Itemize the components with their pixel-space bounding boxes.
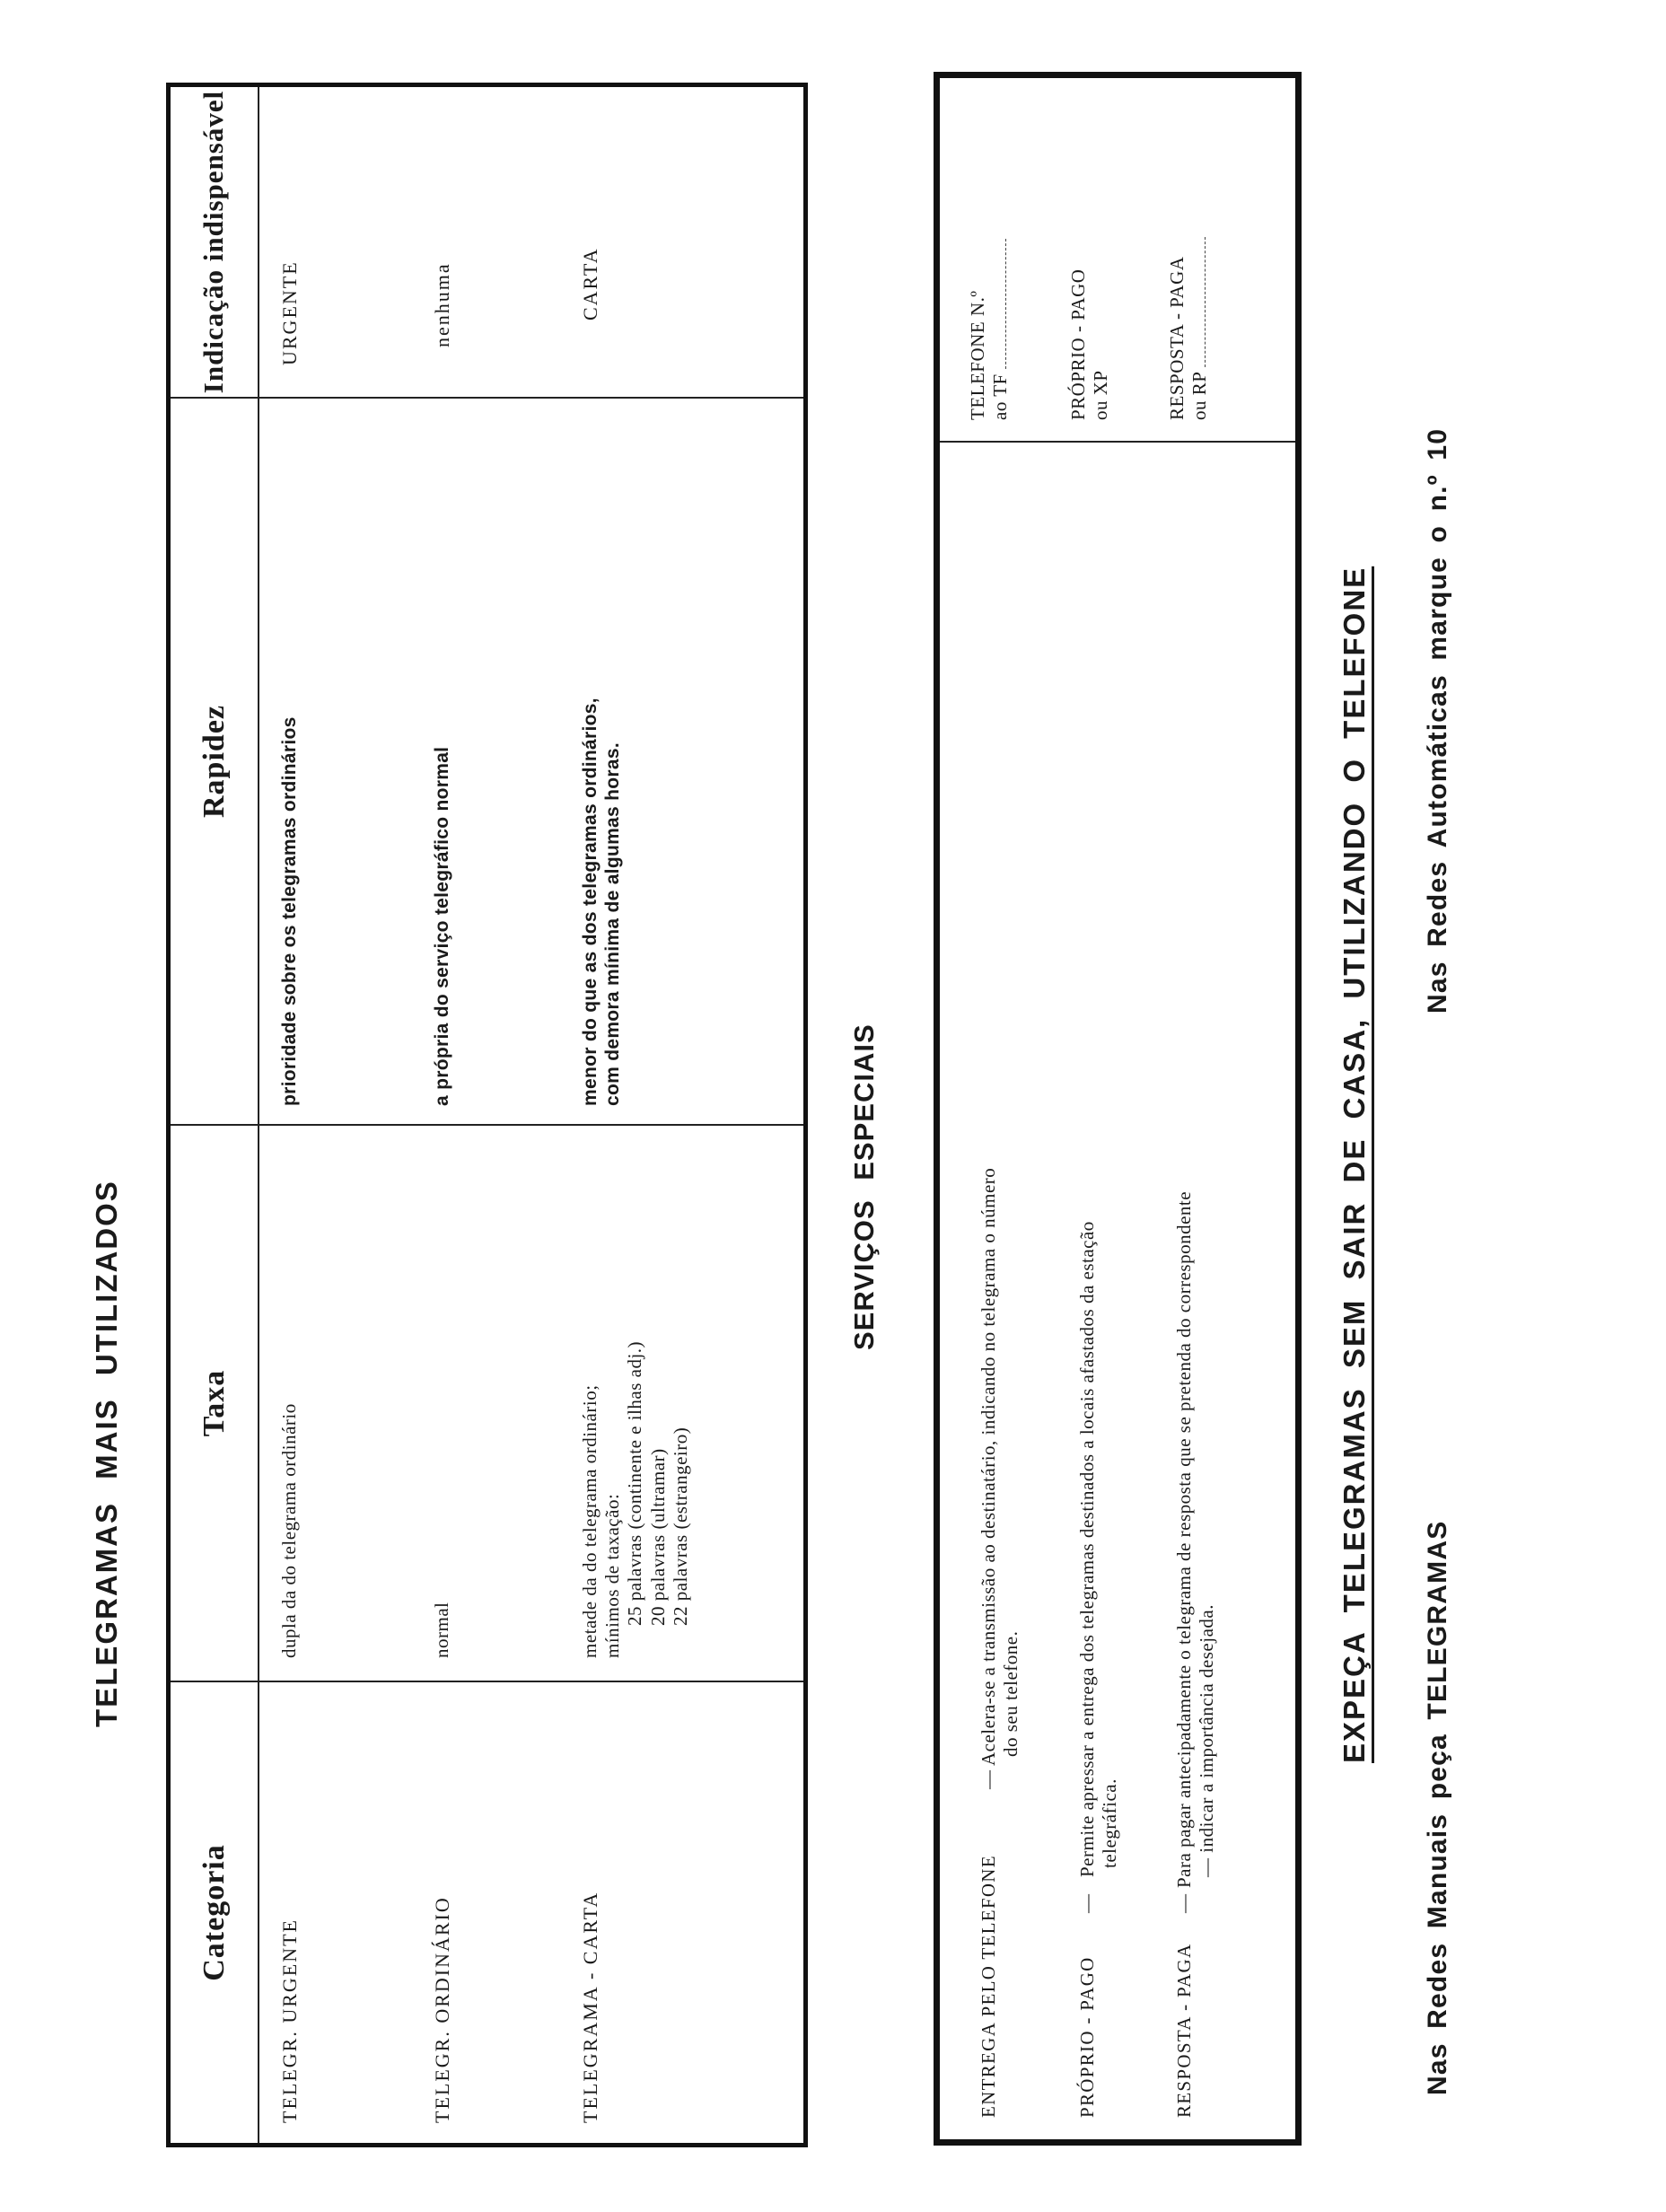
service-dash: —: [978, 1769, 999, 1789]
taxa-line: metade da do telegrama ordinário;: [579, 1384, 601, 1658]
special-services-table: [934, 72, 1302, 2146]
header-divider: [258, 87, 259, 2143]
footer-manual-networks: Nas Redes Manuais peça TELEGRAMAS: [1423, 1520, 1452, 2095]
service-label: ENTREGA PELO TELEFONE: [978, 1855, 999, 2118]
service-label: PRÓPRIO - PAGO: [1076, 1956, 1098, 2118]
service-dash: —: [1076, 1893, 1098, 1913]
service-indicacao-resposta-paga: [1166, 237, 1211, 420]
service-indicacao-proprio-pago: [1067, 269, 1112, 420]
service-description: [1173, 1191, 1218, 1888]
header-rapidez: Rapidez: [197, 705, 231, 818]
column-divider: [940, 441, 1295, 443]
main-title: TELEGRAMAS MAIS UTILIZADOS: [90, 1180, 123, 1727]
desc-line: do seu telefone.: [1000, 1630, 1022, 1757]
service-indicacao-telefone: [967, 239, 1012, 420]
row-carta-rapidez: [579, 698, 624, 1106]
row-ordinario-taxa: normal: [431, 1602, 452, 1658]
column-divider: [171, 1681, 803, 1682]
row-ordinario-categoria: TELEGR. ORDINÁRIO: [431, 1896, 453, 2123]
section-title: SERVIÇOS ESPECIAIS: [848, 1023, 880, 1350]
service-label: RESPOSTA - PAGA: [1173, 1943, 1195, 2118]
rapidez-line: com demora mínima de algumas horas.: [602, 742, 624, 1106]
taxa-line: 22 palavras (estrangeiro): [669, 1426, 691, 1626]
taxa-line: 20 palavras (ultramar): [646, 1448, 669, 1626]
rapidez-line: menor do que as dos telegramas ordinários,: [580, 698, 601, 1106]
service-row-proprio-pago: [1076, 457, 1121, 2118]
row-urgente-rapidez: prioridade sobre os telegramas ordinários: [279, 716, 300, 1106]
row-urgente-taxa: dupla da do telegrama ordinário: [278, 1403, 300, 1658]
ind-line: PRÓPRIO - PAGO: [1067, 268, 1089, 420]
ind-line: ou XP: [1090, 370, 1112, 420]
desc-line: telegráfica.: [1099, 1778, 1121, 1868]
header-indicacao: Indicação indispensável: [197, 90, 230, 394]
service-description: [1076, 1221, 1121, 1877]
desc-line: Para pagar antecipadamente o telegrama de resposta que se pretenda do correspondente: [1173, 1190, 1195, 1888]
header-taxa: Taxa: [197, 1369, 231, 1437]
row-carta-indicacao: CARTA: [579, 247, 601, 320]
row-carta-categoria: TELEGRAMA - CARTA: [579, 1891, 601, 2123]
column-divider: [171, 1124, 803, 1126]
ind-line: ao TF: [989, 373, 1012, 420]
fill-in-line: [993, 239, 1006, 369]
column-divider: [171, 397, 803, 399]
service-dash: —: [1173, 1893, 1195, 1913]
row-ordinario-rapidez: a própria do serviço telegráfico normal: [432, 746, 452, 1106]
ind-line: TELEFONE N.º: [967, 290, 988, 420]
taxa-line: mínimos de taxação:: [601, 1493, 624, 1658]
fill-in-line: [1192, 237, 1206, 367]
desc-line: Acelera-se a transmissão ao destinatário, indicando no telegrama o número: [978, 1167, 999, 1766]
desc-line: Permite apressar a entrega dos telegramas destinados a locais afastados da estação: [1076, 1221, 1098, 1877]
ind-line: RESPOSTA - PAGA: [1166, 256, 1188, 420]
row-ordinario-indicacao: nenhuma: [431, 262, 453, 347]
row-urgente-indicacao: URGENTE: [278, 260, 301, 365]
desc-line: — indicar a importância desejada.: [1196, 1604, 1218, 1877]
ind-line: ou RP: [1188, 372, 1211, 420]
header-categoria: Categoria: [197, 1844, 231, 1981]
row-carta-taxa: [579, 1341, 692, 1658]
headline: EXPEÇA TELEGRAMAS SEM SAIR DE CASA, UTILIZANDO O TELEFONE: [1337, 566, 1371, 1763]
service-row-resposta-paga: [1173, 457, 1218, 2118]
telegram-categories-table: [166, 83, 808, 2147]
taxa-line: 25 palavras (continente e ilhas adj.): [624, 1340, 646, 1626]
row-urgente-categoria: TELEGR. URGENTE: [278, 1918, 301, 2123]
footer-automatic-networks: Nas Redes Automáticas marque o n.º 10: [1423, 427, 1452, 1014]
service-description: [978, 1168, 1022, 1766]
service-row-telefone: [978, 457, 1022, 2118]
